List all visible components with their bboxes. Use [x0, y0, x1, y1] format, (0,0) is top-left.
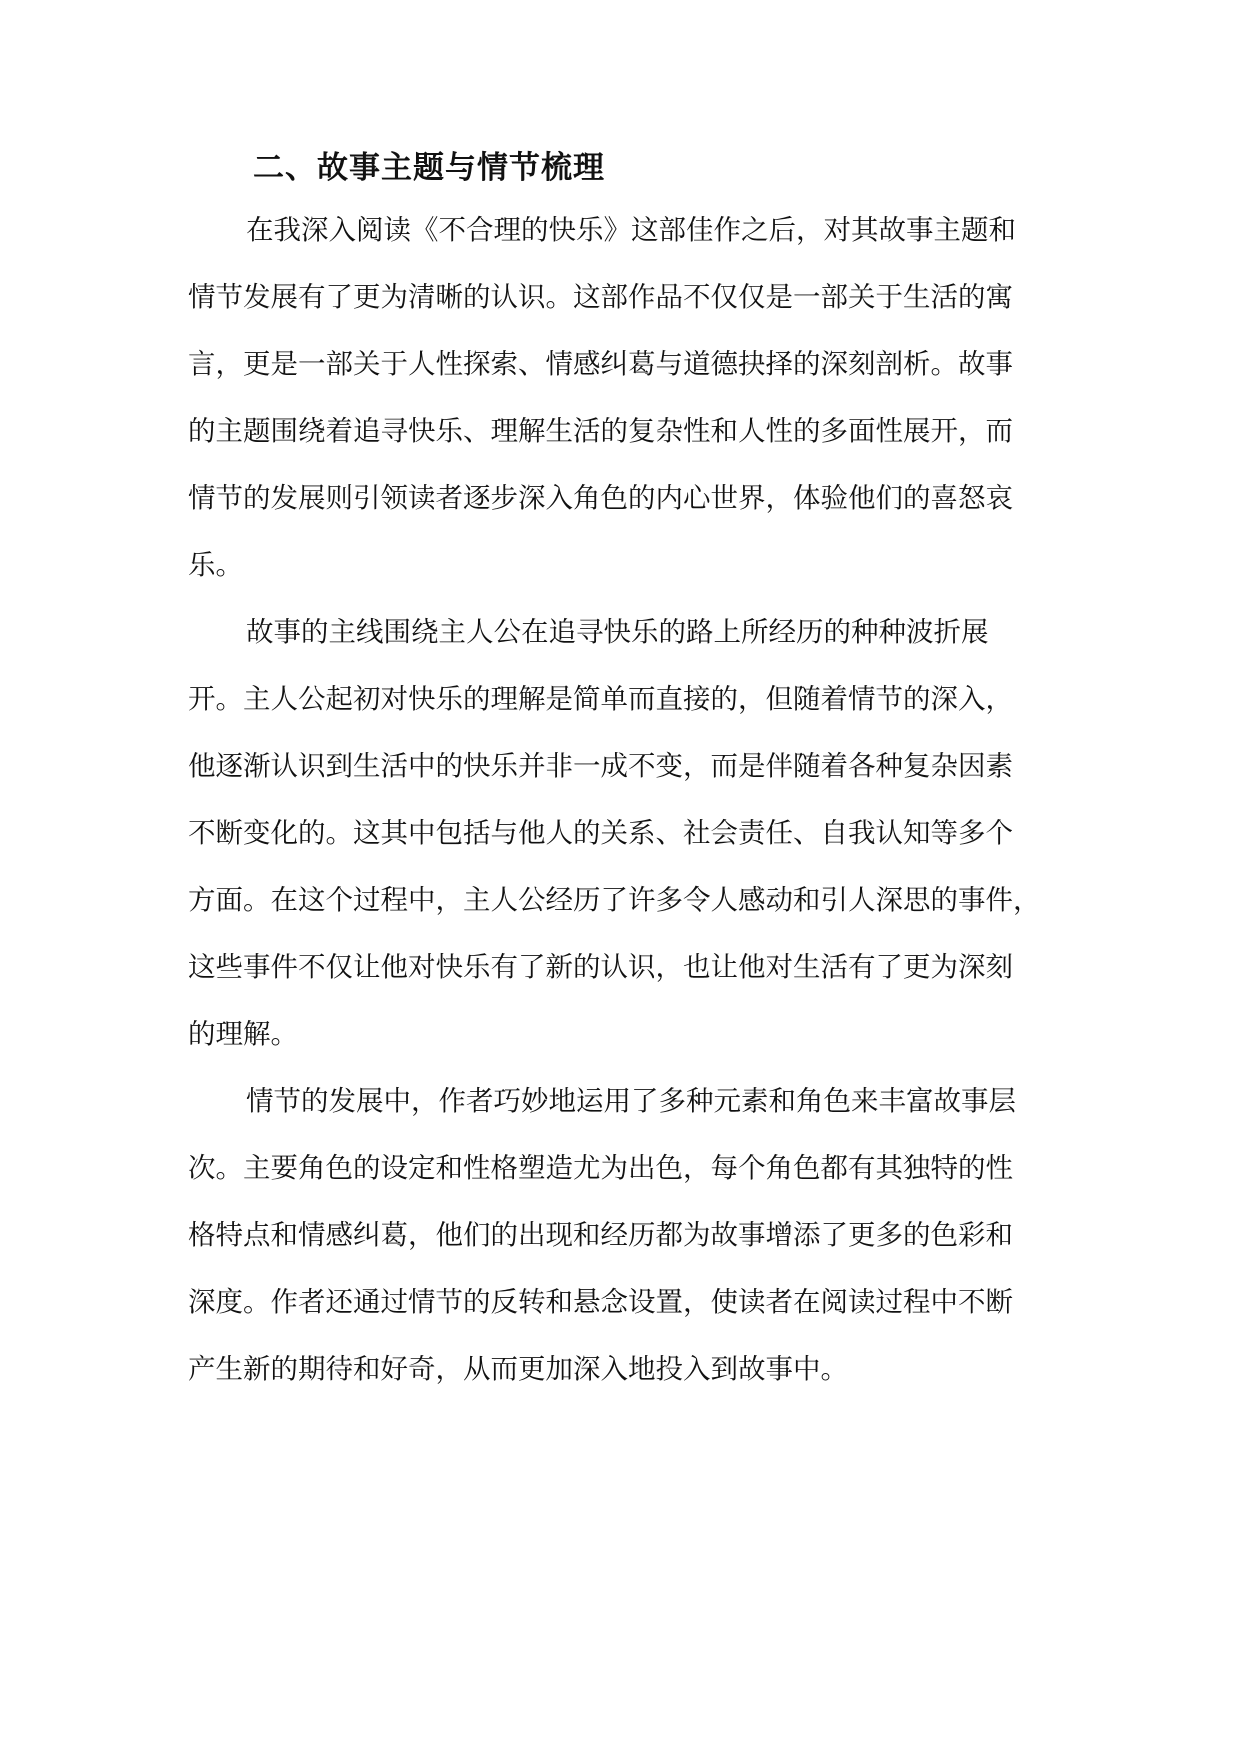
paragraph-1-line-4: 的主题围绕着追寻快乐、理解生活的复杂性和人性的多面性展开，而 — [188, 415, 1013, 447]
paragraph-3-line-1: 情节的发展中，作者巧妙地运用了多种元素和角色来丰富故事层 — [246, 1085, 1016, 1117]
paragraph-2-line-2: 开。主人公起初对快乐的理解是简单而直接的，但随着情节的深入， — [188, 683, 1013, 715]
paragraph-2-line-1: 故事的主线围绕主人公在追寻快乐的路上所经历的种种波折展 — [246, 616, 989, 648]
paragraph-1-line-1: 在我深入阅读《不合理的快乐》这部佳作之后，对其故事主题和 — [246, 214, 1016, 246]
paragraph-2-line-5: 方面。在这个过程中，主人公经历了许多令人感动和引人深思的事件， — [188, 884, 1041, 916]
paragraph-1-line-6: 乐。 — [188, 549, 243, 581]
section-heading: 二、故事主题与情节梳理 — [253, 150, 605, 186]
paragraph-2-line-3: 他逐渐认识到生活中的快乐并非一成不变，而是伴随着各种复杂因素 — [188, 750, 1013, 782]
paragraph-2-line-4: 不断变化的。这其中包括与他人的关系、社会责任、自我认知等多个 — [188, 817, 1013, 849]
paragraph-3-line-2: 次。主要角色的设定和性格塑造尤为出色，每个角色都有其独特的性 — [188, 1152, 1013, 1184]
paragraph-2-line-7: 的理解。 — [188, 1018, 298, 1050]
paragraph-1-line-5: 情节的发展则引领读者逐步深入角色的内心世界，体验他们的喜怒哀 — [188, 482, 1013, 514]
paragraph-1-line-2: 情节发展有了更为清晰的认识。这部作品不仅仅是一部关于生活的寓 — [188, 281, 1013, 313]
paragraph-1-line-3: 言，更是一部关于人性探索、情感纠葛与道德抉择的深刻剖析。故事 — [188, 348, 1013, 380]
paragraph-3-line-5: 产生新的期待和好奇，从而更加深入地投入到故事中。 — [188, 1353, 848, 1385]
paragraph-3-line-4: 深度。作者还通过情节的反转和悬念设置，使读者在阅读过程中不断 — [188, 1286, 1013, 1318]
paragraph-3-line-3: 格特点和情感纠葛，他们的出现和经历都为故事增添了更多的色彩和 — [188, 1219, 1013, 1251]
paragraph-2-line-6: 这些事件不仅让他对快乐有了新的认识，也让他对生活有了更为深刻 — [188, 951, 1013, 983]
